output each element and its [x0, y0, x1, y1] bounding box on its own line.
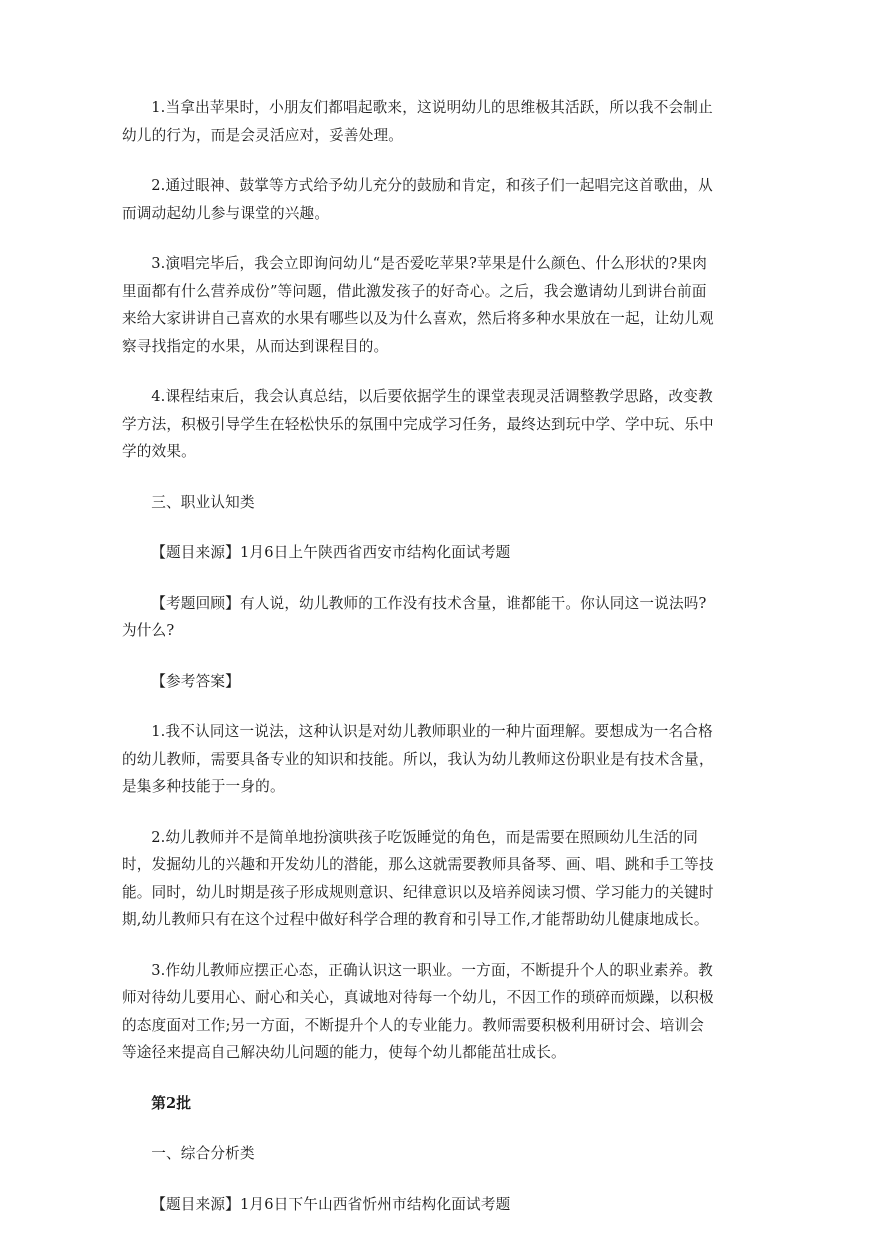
paragraph-line: 的态度面对工作;另一方面，不断提升个人的专业能力。教师需要积极利用研讨会、培训会: [122, 1016, 705, 1034]
paragraph-line: 第2批: [151, 1094, 192, 1112]
paragraph-line: 为什么?: [122, 622, 175, 639]
paragraph: [122, 1140, 748, 1168]
paragraph-line: 时，发掘幼儿的兴趣和开发幼儿的潜能，那么这就需要教师具备琴、画、唱、跳和手工等技: [122, 856, 714, 873]
paragraph-line: 2.通过眼神、鼓掌等方式给予幼儿充分的鼓励和肯定，和孩子们一起唱完这首歌曲，从: [151, 177, 713, 194]
paragraph-line: 来给大家讲讲自己喜欢的水果有哪些以及为什么喜欢，然后将多种水果放在一起，让幼儿观: [122, 310, 714, 327]
paragraph-line: 【参考答案】: [151, 672, 240, 690]
document-body: [122, 94, 748, 1241]
section-heading: [122, 1090, 748, 1118]
paragraph-line: 等途径来提高自己解决幼儿问题的能力，使每个幼儿都能茁壮成长。: [122, 1044, 566, 1061]
paragraph: [122, 489, 748, 517]
paragraph-line: 三、职业认知类: [151, 493, 255, 511]
paragraph-line: 幼儿的行为，而是会灵活应对，妥善处理。: [122, 126, 404, 144]
paragraph-line: 【题目来源】1月6日上午陕西省西安市结构化面试考题: [151, 544, 511, 561]
paragraph-line: 而调动起幼儿参与课堂的兴趣。: [122, 204, 330, 222]
paragraph-line: 4.课程结束后，我会认真总结，以后要依据学生的课堂表现灵活调整教学思路，改变教: [151, 388, 713, 405]
paragraph: [122, 718, 748, 801]
paragraph-line: 察寻找指定的水果，从而达到课程目的。: [122, 337, 389, 355]
paragraph-line: 1.当拿出苹果时，小朋友们都唱起歌来，这说明幼儿的思维极其活跃，所以我不会制止: [151, 99, 713, 116]
paragraph: [122, 250, 748, 360]
paragraph: [122, 590, 748, 645]
paragraph: [122, 383, 748, 466]
paragraph: [122, 1191, 748, 1219]
paragraph-line: 能。同时，幼儿时期是孩子形成规则意识、纪律意识以及培养阅读习惯、学习能力的关键时: [122, 883, 714, 901]
paragraph-line: 期,幼儿教师只有在这个过程中做好科学合理的教育和引导工作,才能帮助幼儿健康地成长。: [122, 911, 709, 928]
paragraph-line: 里面都有什么营养成份”等问题，借此激发孩子的好奇心。之后，我会邀请幼儿到讲台前面: [122, 282, 707, 300]
paragraph-line: 学方法，积极引导学生在轻松快乐的氛围中完成学习任务，最终达到玩中学、学中玩、乐中: [122, 415, 714, 433]
paragraph-line: 学的效果。: [122, 443, 196, 460]
paragraph-line: 一、综合分析类: [151, 1145, 255, 1162]
paragraph: [122, 539, 748, 567]
paragraph-line: 【题目来源】1月6日下午山西省忻州市结构化面试考题: [151, 1195, 511, 1213]
paragraph-line: 3.作幼儿教师应摆正心态，正确认识这一职业。一方面，不断提升个人的职业素养。教: [151, 961, 713, 979]
paragraph-line: 的幼儿教师，需要具备专业的知识和技能。所以，我认为幼儿教师这份职业是有技术含量，: [122, 750, 714, 768]
paragraph: [122, 172, 748, 227]
paragraph: [122, 957, 748, 1067]
paragraph-line: 2.幼儿教师并不是简单地扮演哄孩子吃饭睡觉的角色，而是需要在照顾幼儿生活的同: [151, 828, 699, 846]
paragraph-line: 【考题回顾】有人说，幼儿教师的工作没有技术含量，谁都能干。你认同这一说法吗?: [151, 594, 707, 612]
paragraph: [122, 94, 748, 149]
paragraph-line: 1.我不认同这一说法，这种认识是对幼儿教师职业的一种片面理解。要想成为一名合格: [151, 723, 713, 740]
paragraph: [122, 824, 748, 934]
paragraph-line: 是集多种技能于一身的。: [122, 778, 285, 795]
paragraph-line: 3.演唱完毕后，我会立即询问幼儿“是否爱吃苹果?苹果是什么颜色、什么形状的?果肉: [151, 255, 708, 272]
paragraph: [122, 668, 748, 696]
paragraph-line: 师对待幼儿要用心、耐心和关心，真诚地对待每一个幼儿，不因工作的琐碎而烦躁，以积极: [122, 989, 714, 1006]
